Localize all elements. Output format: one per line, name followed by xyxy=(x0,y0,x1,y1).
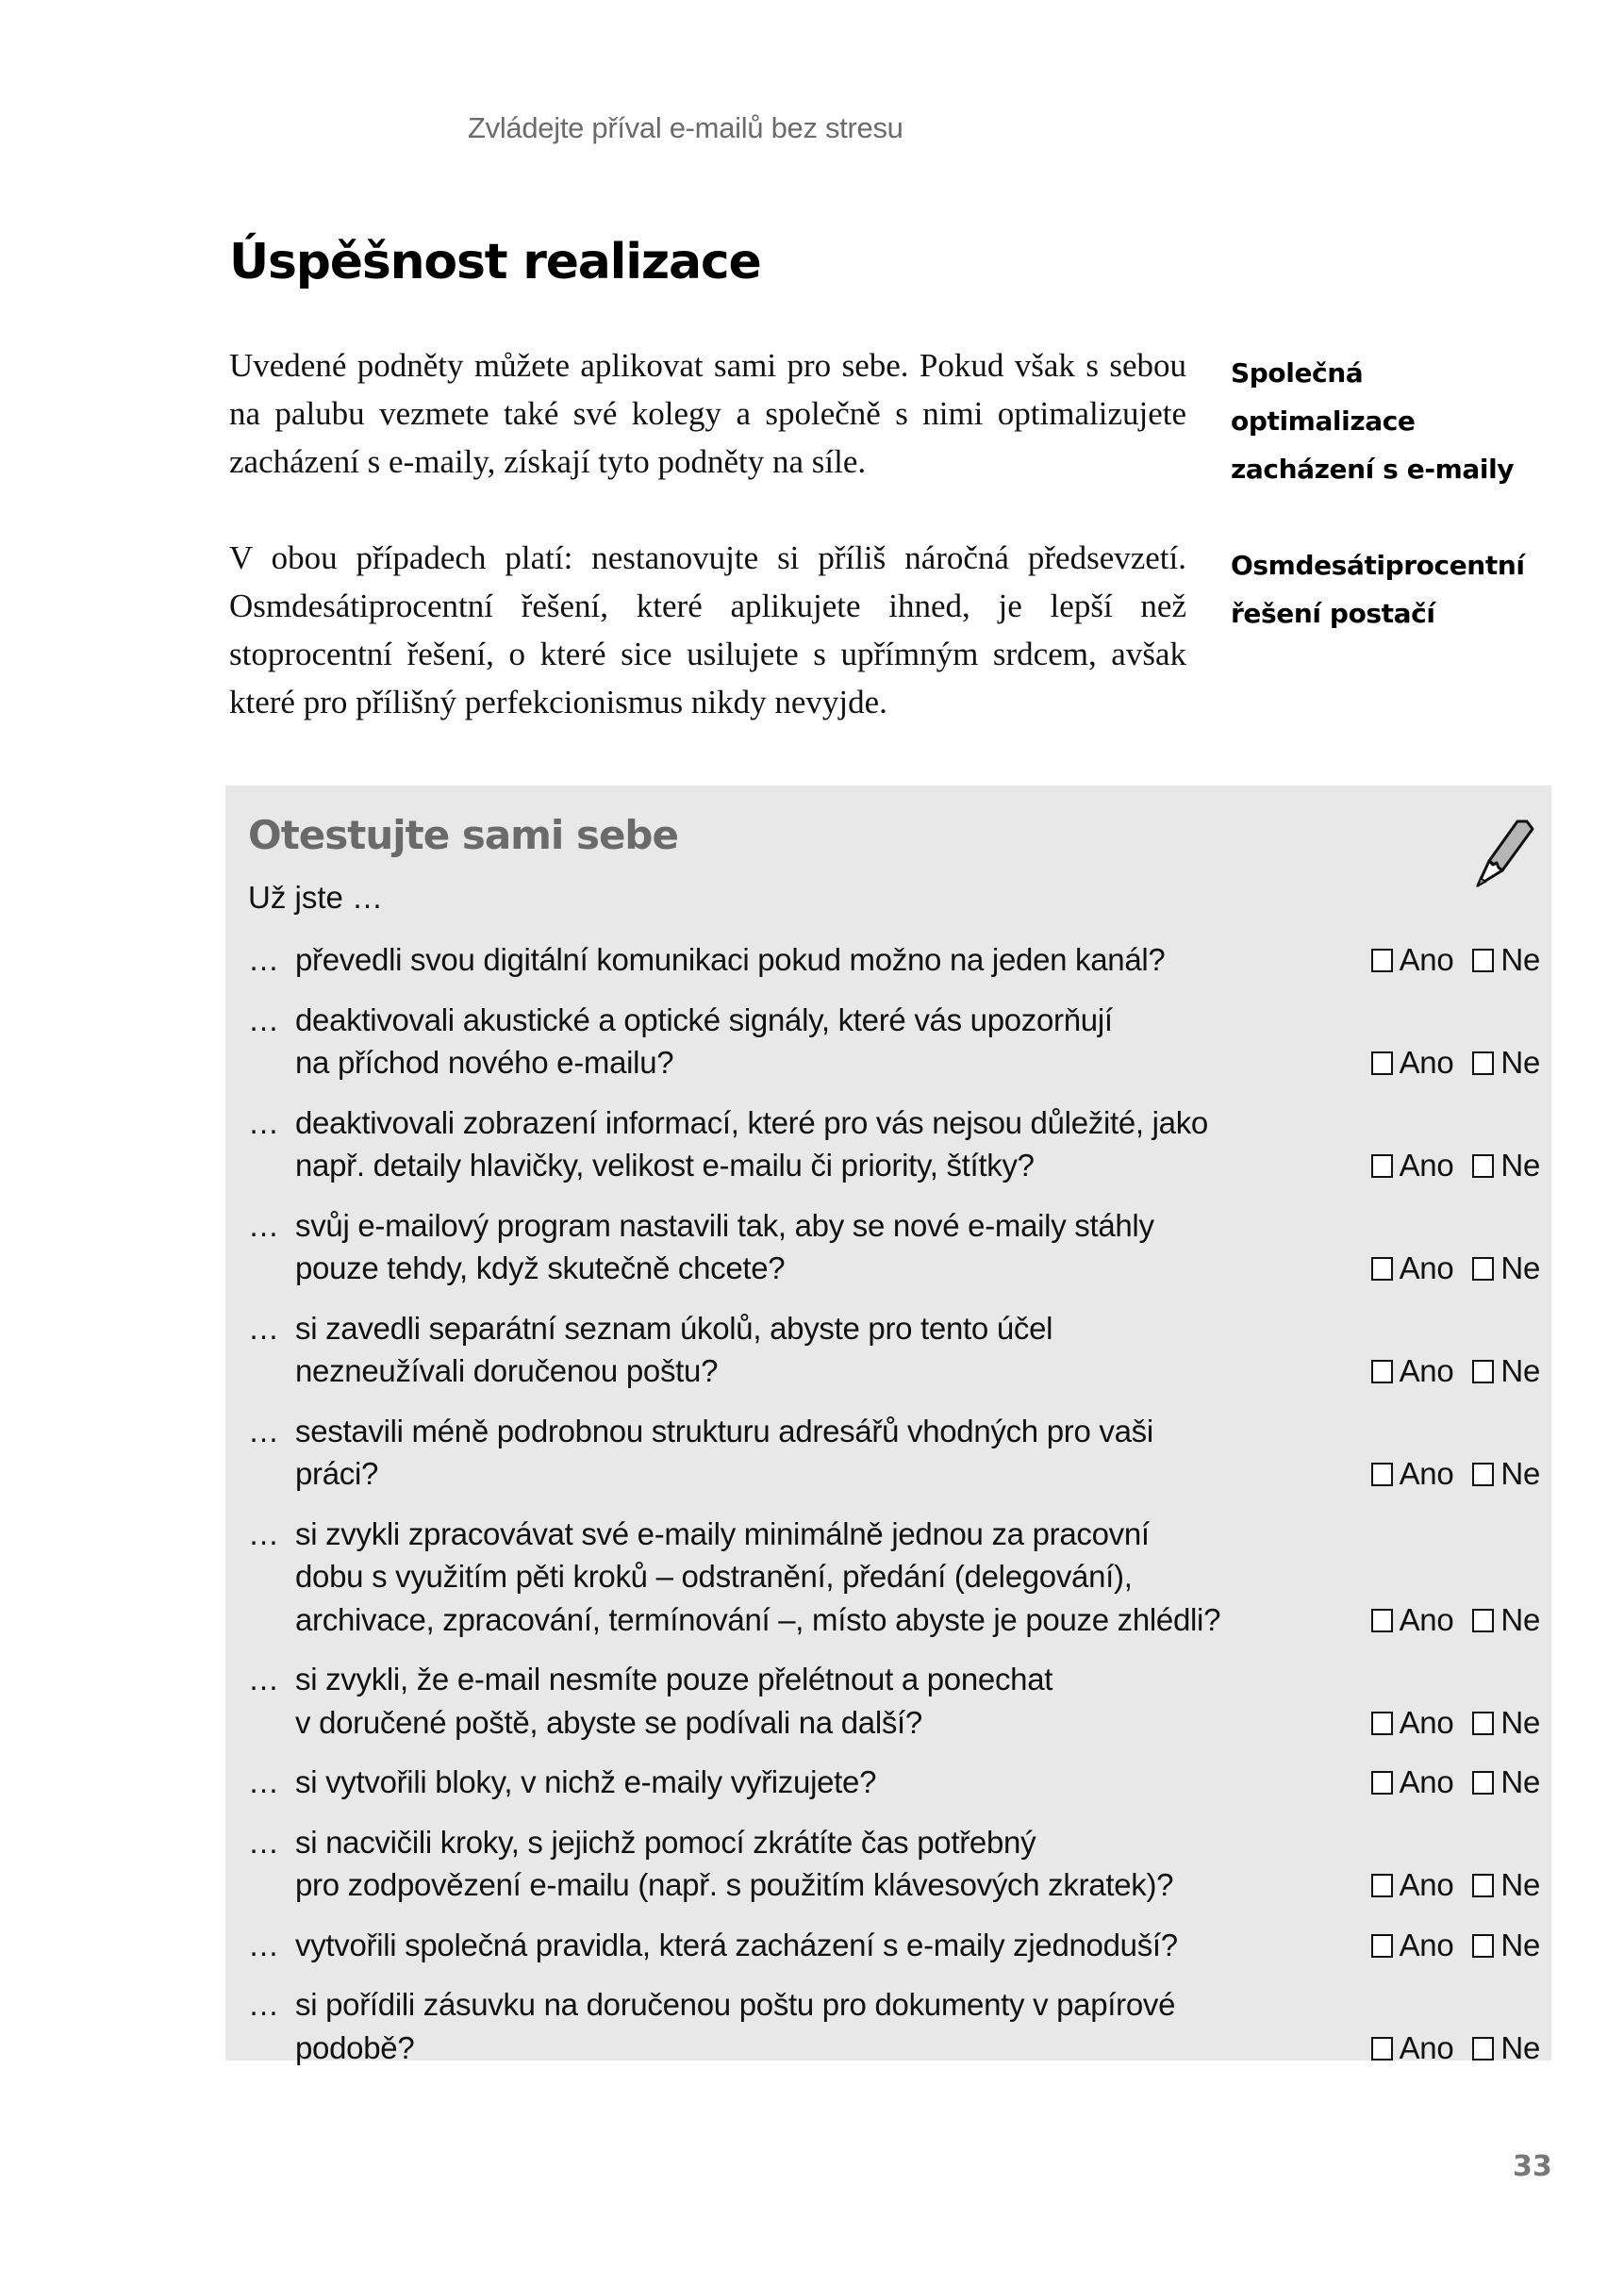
question-line: např. detaily hlavičky, velikost e-mailu či priority, štítky? xyxy=(295,1148,1035,1183)
question-text xyxy=(295,1761,1342,1804)
answer-yes-label: Ano xyxy=(1399,1704,1454,1740)
answer-no-option[interactable] xyxy=(1472,1452,1540,1496)
answer-yes-label: Ano xyxy=(1399,1353,1454,1388)
answer-yes-option[interactable] xyxy=(1371,1144,1454,1187)
checkbox-yes[interactable] xyxy=(1371,1360,1393,1383)
answer-options xyxy=(1342,938,1540,982)
checkbox-yes[interactable] xyxy=(1371,1609,1393,1632)
running-head: Zvládejte příval e-mailů bez stresu xyxy=(468,111,903,144)
answer-options xyxy=(1342,1863,1540,1907)
ellipsis: … xyxy=(248,1824,279,1860)
ellipsis: … xyxy=(248,942,279,977)
answer-no-label: Ne xyxy=(1500,1456,1540,1491)
question-line: svůj e-mailový program nastavili tak, aby se nové e-maily stáhly xyxy=(295,1207,1154,1243)
answer-no-option[interactable] xyxy=(1472,1924,1540,1967)
answer-yes-label: Ano xyxy=(1399,1148,1454,1183)
ellipsis: … xyxy=(248,1001,279,1037)
checkbox-no[interactable] xyxy=(1472,1771,1494,1795)
question-row xyxy=(248,1513,1540,1642)
checkbox-no[interactable] xyxy=(1472,949,1494,972)
answer-yes-label: Ano xyxy=(1399,2029,1454,2065)
question-list xyxy=(248,938,1540,2086)
answer-no-option[interactable] xyxy=(1472,2027,1540,2070)
question-line: pouze tehdy, když skutečně chcete? xyxy=(295,1250,786,1285)
question-line: si zavedli separátní seznam úkolů, abyste pro tento účel xyxy=(295,1310,1053,1346)
question-line: v doručené poště, abyste se podívali na další? xyxy=(295,1704,922,1740)
question-row xyxy=(248,1924,1540,1967)
body-paragraph: V obou případech platí: nestanovujte si příliš náročná předsevzetí. Osmdesátiprocentní řešení, které aplikujete ihned, je lepší než stoprocentní řešení, o které sice usilujete s upřímným srdcem, avšak které pro přílišný perfekcionismus nikdy nevyjde. xyxy=(229,539,1186,720)
answer-options xyxy=(1342,2027,1540,2070)
question-line: převedli svou digitální komunikaci pokud možno na jeden kanál? xyxy=(295,942,1166,977)
checkbox-yes[interactable] xyxy=(1371,1463,1393,1486)
answer-yes-option[interactable] xyxy=(1371,1598,1454,1642)
answer-yes-option[interactable] xyxy=(1371,1452,1454,1496)
answer-no-option[interactable] xyxy=(1472,1349,1540,1393)
section-title: Úspěšnost realizace xyxy=(229,234,761,290)
question-text xyxy=(295,1821,1342,1907)
checkbox-no[interactable] xyxy=(1472,1609,1494,1632)
body-text xyxy=(229,341,1186,774)
question-row xyxy=(248,938,1540,982)
question-line: vytvořili společná pravidla, která zacházení s e-maily zjednoduší? xyxy=(295,1927,1178,1962)
ellipsis: … xyxy=(248,1515,279,1551)
answer-yes-option[interactable] xyxy=(1371,2027,1454,2070)
question-line: si pořídili zásuvku na doručenou poštu pro dokumenty v papírové xyxy=(295,1987,1176,2022)
answer-no-label: Ne xyxy=(1500,1764,1540,1799)
answer-yes-label: Ano xyxy=(1399,1456,1454,1491)
answer-yes-option[interactable] xyxy=(1371,1349,1454,1393)
answer-options xyxy=(1342,1701,1540,1745)
question-row xyxy=(248,1761,1540,1804)
checkbox-no[interactable] xyxy=(1472,1463,1494,1486)
question-line: práci? xyxy=(295,1456,379,1491)
answer-no-option[interactable] xyxy=(1472,1701,1540,1745)
margin-note-line: Společná xyxy=(1231,357,1364,389)
question-row xyxy=(248,1658,1540,1744)
checkbox-no[interactable] xyxy=(1472,1051,1494,1075)
question-line: dobu s využitím pěti kroků – odstranění, předání (delegování), xyxy=(295,1559,1133,1594)
checkbox-yes[interactable] xyxy=(1371,1874,1393,1897)
question-line: na příchod nového e-mailu? xyxy=(295,1045,674,1080)
answer-no-label: Ne xyxy=(1500,1601,1540,1637)
question-line: pro zodpovězení e-mailu (např. s použitím klávesových zkratek)? xyxy=(295,1867,1174,1902)
answer-options xyxy=(1342,1041,1540,1084)
margin-note-line: optimalizace xyxy=(1231,405,1416,437)
answer-no-label: Ne xyxy=(1500,1250,1540,1285)
answer-yes-option[interactable] xyxy=(1371,1701,1454,1745)
question-text xyxy=(295,1101,1342,1187)
answer-yes-option[interactable] xyxy=(1371,1041,1454,1084)
question-row xyxy=(248,1307,1540,1393)
ellipsis: … xyxy=(248,1927,279,1962)
question-line: si zvykli zpracovávat své e-maily minimálně jednou za pracovní xyxy=(295,1515,1150,1551)
ellipsis: … xyxy=(248,1413,279,1448)
checkbox-no[interactable] xyxy=(1472,2037,1494,2061)
ellipsis: … xyxy=(248,1104,279,1140)
margin-note-line: zacházení s e-maily xyxy=(1231,454,1515,485)
checkbox-no[interactable] xyxy=(1472,1712,1494,1735)
margin-notes xyxy=(1231,349,1570,686)
answer-yes-option[interactable] xyxy=(1371,1863,1454,1907)
checkbox-yes[interactable] xyxy=(1371,1771,1393,1795)
answer-options xyxy=(1342,1247,1540,1290)
answer-yes-option[interactable] xyxy=(1371,1924,1454,1967)
answer-no-label: Ne xyxy=(1500,1867,1540,1902)
answer-no-label: Ne xyxy=(1500,1045,1540,1080)
question-text xyxy=(295,1204,1342,1290)
ellipsis: … xyxy=(248,1207,279,1243)
answer-no-label: Ne xyxy=(1500,2029,1540,2065)
answer-no-label: Ne xyxy=(1500,1353,1540,1388)
ellipsis: … xyxy=(248,1764,279,1799)
answer-options xyxy=(1342,1924,1540,1967)
pencil-icon xyxy=(1470,818,1536,889)
answer-no-option[interactable] xyxy=(1472,938,1540,982)
checkbox-yes[interactable] xyxy=(1371,1257,1393,1281)
checkbox-yes[interactable] xyxy=(1371,2037,1393,2061)
question-text xyxy=(295,999,1342,1084)
answer-no-option[interactable] xyxy=(1472,1863,1540,1907)
body-paragraph: Uvedené podněty můžete aplikovat sami pro sebe. Pokud však s sebou na palubu vezmete také své kolegy a společně s nimi optimalizujete zacházení s e-maily, získají tyto podněty na síle. xyxy=(229,347,1186,480)
checkbox-no[interactable] xyxy=(1472,1874,1494,1897)
answer-yes-label: Ano xyxy=(1399,942,1454,977)
checkbox-yes[interactable] xyxy=(1371,949,1393,972)
question-row xyxy=(248,1410,1540,1496)
question-row xyxy=(248,1821,1540,1907)
question-row xyxy=(248,1204,1540,1290)
question-text xyxy=(295,1307,1342,1393)
checkbox-yes[interactable] xyxy=(1371,1934,1393,1958)
question-line: si vytvořili bloky, v nichž e-maily vyřizujete? xyxy=(295,1764,877,1799)
question-text xyxy=(295,1513,1342,1642)
page-number: 33 xyxy=(1513,2150,1552,2183)
answer-no-label: Ne xyxy=(1500,1148,1540,1183)
checkbox-no[interactable] xyxy=(1472,1154,1494,1178)
checkbox-no[interactable] xyxy=(1472,1934,1494,1958)
answer-options xyxy=(1342,1598,1540,1642)
answer-options xyxy=(1342,1349,1540,1393)
answer-yes-label: Ano xyxy=(1399,1250,1454,1285)
answer-yes-label: Ano xyxy=(1399,1601,1454,1637)
question-text xyxy=(295,938,1342,982)
question-line: si zvykli, že e-mail nesmíte pouze přelétnout a ponechat xyxy=(295,1662,1053,1696)
answer-yes-option[interactable] xyxy=(1371,1247,1454,1290)
answer-no-option[interactable] xyxy=(1472,1598,1540,1642)
self-test-box xyxy=(225,786,1551,2065)
question-row xyxy=(248,999,1540,1084)
question-text xyxy=(295,1983,1342,2069)
checkbox-yes[interactable] xyxy=(1371,1051,1393,1075)
answer-no-option[interactable] xyxy=(1472,1041,1540,1084)
checkbox-yes[interactable] xyxy=(1371,1712,1393,1735)
answer-yes-option[interactable] xyxy=(1371,938,1454,982)
question-row xyxy=(248,1101,1540,1187)
question-line: nezneužívali doručenou poštu? xyxy=(295,1353,719,1388)
margin-note xyxy=(1231,541,1570,637)
ellipsis: … xyxy=(248,1310,279,1346)
question-text xyxy=(295,1658,1342,1744)
answer-no-option[interactable] xyxy=(1472,1144,1540,1187)
ellipsis: … xyxy=(248,1662,279,1696)
answer-yes-label: Ano xyxy=(1399,1045,1454,1080)
question-line: deaktivovali akustické a optické signály, které vás upozorňují xyxy=(295,1001,1113,1037)
answer-options xyxy=(1342,1452,1540,1496)
question-line: deaktivovali zobrazení informací, které pro vás nejsou důležité, jako xyxy=(295,1104,1208,1140)
checkbox-no[interactable] xyxy=(1472,1257,1494,1281)
quiz-title: Otestujte sami sebe xyxy=(248,812,678,858)
checkbox-yes[interactable] xyxy=(1371,1154,1393,1178)
margin-note-line: Osmdesátiprocentní xyxy=(1231,550,1525,581)
question-line: sestavili méně podrobnou strukturu adresářů vhodných pro vaši xyxy=(295,1413,1153,1448)
answer-no-label: Ne xyxy=(1500,942,1540,977)
ellipsis: … xyxy=(248,1987,279,2022)
question-line: si nacvičili kroky, s jejichž pomocí zkrátíte čas potřebný xyxy=(295,1824,1036,1860)
question-text xyxy=(295,1924,1342,1967)
answer-no-option[interactable] xyxy=(1472,1247,1540,1290)
question-row xyxy=(248,1983,1540,2069)
answer-no-label: Ne xyxy=(1500,1704,1540,1740)
margin-note-line: řešení postačí xyxy=(1231,598,1435,629)
answer-yes-label: Ano xyxy=(1399,1927,1454,1962)
quiz-intro: Už jste … xyxy=(248,880,384,915)
answer-no-label: Ne xyxy=(1500,1927,1540,1962)
answer-no-option[interactable] xyxy=(1472,1761,1540,1804)
question-line: podobě? xyxy=(295,2029,415,2065)
answer-yes-option[interactable] xyxy=(1371,1761,1454,1804)
question-text xyxy=(295,1410,1342,1496)
margin-note xyxy=(1231,349,1570,493)
checkbox-no[interactable] xyxy=(1472,1360,1494,1383)
answer-options xyxy=(1342,1144,1540,1187)
question-line: archivace, zpracování, termínování –, místo abyste je pouze zhlédli? xyxy=(295,1601,1221,1637)
answer-yes-label: Ano xyxy=(1399,1867,1454,1902)
answer-options xyxy=(1342,1761,1540,1804)
answer-yes-label: Ano xyxy=(1399,1764,1454,1799)
